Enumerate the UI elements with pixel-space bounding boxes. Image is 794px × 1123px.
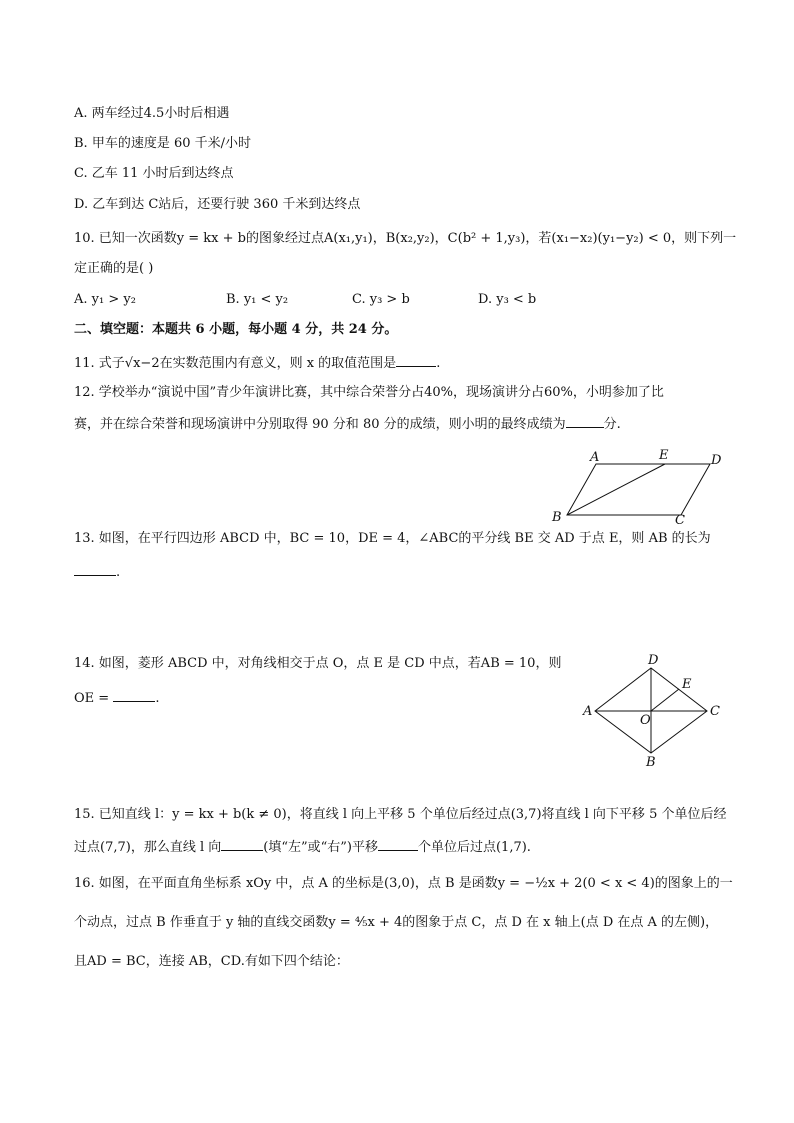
q15-stem-line2 xyxy=(74,838,531,856)
q9-option-c: C. 乙车 11 小时后到达终点 xyxy=(74,166,234,181)
label-d: D xyxy=(711,453,722,468)
q11-answer-blank xyxy=(396,354,436,367)
q12-stem-line2 xyxy=(74,415,621,433)
q12-stem-line1: 12. 学校举办“演说中国”青少年演讲比赛，其中综合荣誉分占40%，现场演讲分占60%，小明参加了比 xyxy=(74,385,664,400)
q12-unit: 分. xyxy=(603,417,621,432)
q15-stem-line1: 15. 已知直线 l：y = kx + b(k ≠ 0)，将直线 l 向上平移 5 个单位后经过点(3,7)将直线 l 向下平移 5 个单位后经 xyxy=(74,807,727,822)
q11-text: 11. 式子√x−2在实数范围内有意义，则 x 的取值范围是 xyxy=(74,356,397,371)
label-c: C xyxy=(710,704,720,719)
q9-option-d: D. 乙车到达 C站后，还要行驶 360 千米到达终点 xyxy=(74,197,361,212)
q13-period: . xyxy=(116,565,121,580)
q10-option-c: C. y₃ > b xyxy=(352,292,410,307)
q11-period: . xyxy=(436,356,441,371)
label-d: D xyxy=(648,653,659,668)
label-b: B xyxy=(646,755,656,770)
q14-stem-line2 xyxy=(74,689,159,707)
q10-option-a: A. y₁ > y₂ xyxy=(74,292,136,307)
q14-text: OE = xyxy=(74,691,110,706)
q14-stem-line1: 14. 如图，菱形 ABCD 中，对角线相交于点 O，点 E 是 CD 中点，若AB = 10，则 xyxy=(74,656,562,671)
q10-stem-line1: 10. 已知一次函数y = kx + b的图象经过点A(x₁,y₁)，B(x₂,y₂)，C(b² + 1,y₃)，若(x₁−x₂)(y₁−y₂) < 0，则下列一 xyxy=(74,231,737,246)
label-e: E xyxy=(659,448,669,463)
q11-stem xyxy=(74,354,440,372)
q12-answer-blank xyxy=(566,415,604,428)
q15-text-c: 个单位后过点(1,7). xyxy=(417,840,531,855)
q10-options xyxy=(74,292,536,308)
label-a: A xyxy=(590,450,600,465)
label-e: E xyxy=(682,677,692,692)
q13-stem-line1: 13. 如图，在平行四边形 ABCD 中，BC = 10，DE = 4，∠ABC的平分线 BE 交 AD 于点 E，则 AB 的长为 xyxy=(74,531,711,546)
q16-stem-line3: 且AD = BC，连接 AB，CD.有如下四个结论： xyxy=(74,954,349,969)
section-fill-in-header: 二、填空题：本题共 6 小题，每小题 4 分，共 24 分。 xyxy=(74,322,398,337)
q14-answer-blank xyxy=(113,689,155,702)
label-a: A xyxy=(583,704,593,719)
q14-rhombus-figure xyxy=(580,650,730,770)
q14-period: . xyxy=(155,691,160,706)
q9-option-b: B. 甲车的速度是 60 千米/小时 xyxy=(74,136,252,151)
q9-option-a: A. 两车经过4.5小时后相遇 xyxy=(74,106,230,121)
q16-stem-line2: 个动点，过点 B 作垂直于 y 轴的直线交函数y = ⁴⁄₅x + 4的图象于点 C，点 D 在 x 轴上(点 D 在点 A 的左侧)， xyxy=(74,915,719,930)
label-b: B xyxy=(552,510,562,525)
q13-parallelogram-figure xyxy=(545,446,735,526)
q15-answer-blank-direction xyxy=(221,838,263,851)
q16-stem-line1: 16. 如图，在平面直角坐标系 xOy 中，点 A 的坐标是(3,0)，点 B 是函数y = −½x + 2(0 < x < 4)的图象上的一 xyxy=(74,876,733,891)
q13-answer-blank xyxy=(74,563,116,576)
label-o: O xyxy=(640,713,651,728)
q10-option-b: B. y₁ < y₂ xyxy=(226,292,289,307)
q10-stem-line2: 定正确的是( ) xyxy=(74,261,154,276)
label-c: C xyxy=(675,513,685,526)
q12-text: 赛，并在综合荣誉和现场演讲中分别取得 90 分和 80 分的成绩，则小明的最终成绩为 xyxy=(74,417,566,432)
q15-answer-blank-units xyxy=(378,838,418,851)
q15-text-a: 过点(7,7)，那么直线 l 向 xyxy=(74,840,222,855)
q10-option-d: D. y₃ < b xyxy=(478,292,537,307)
q15-text-b: (填“左”或“右”)平移 xyxy=(263,840,378,855)
q13-stem-line2 xyxy=(74,563,120,581)
